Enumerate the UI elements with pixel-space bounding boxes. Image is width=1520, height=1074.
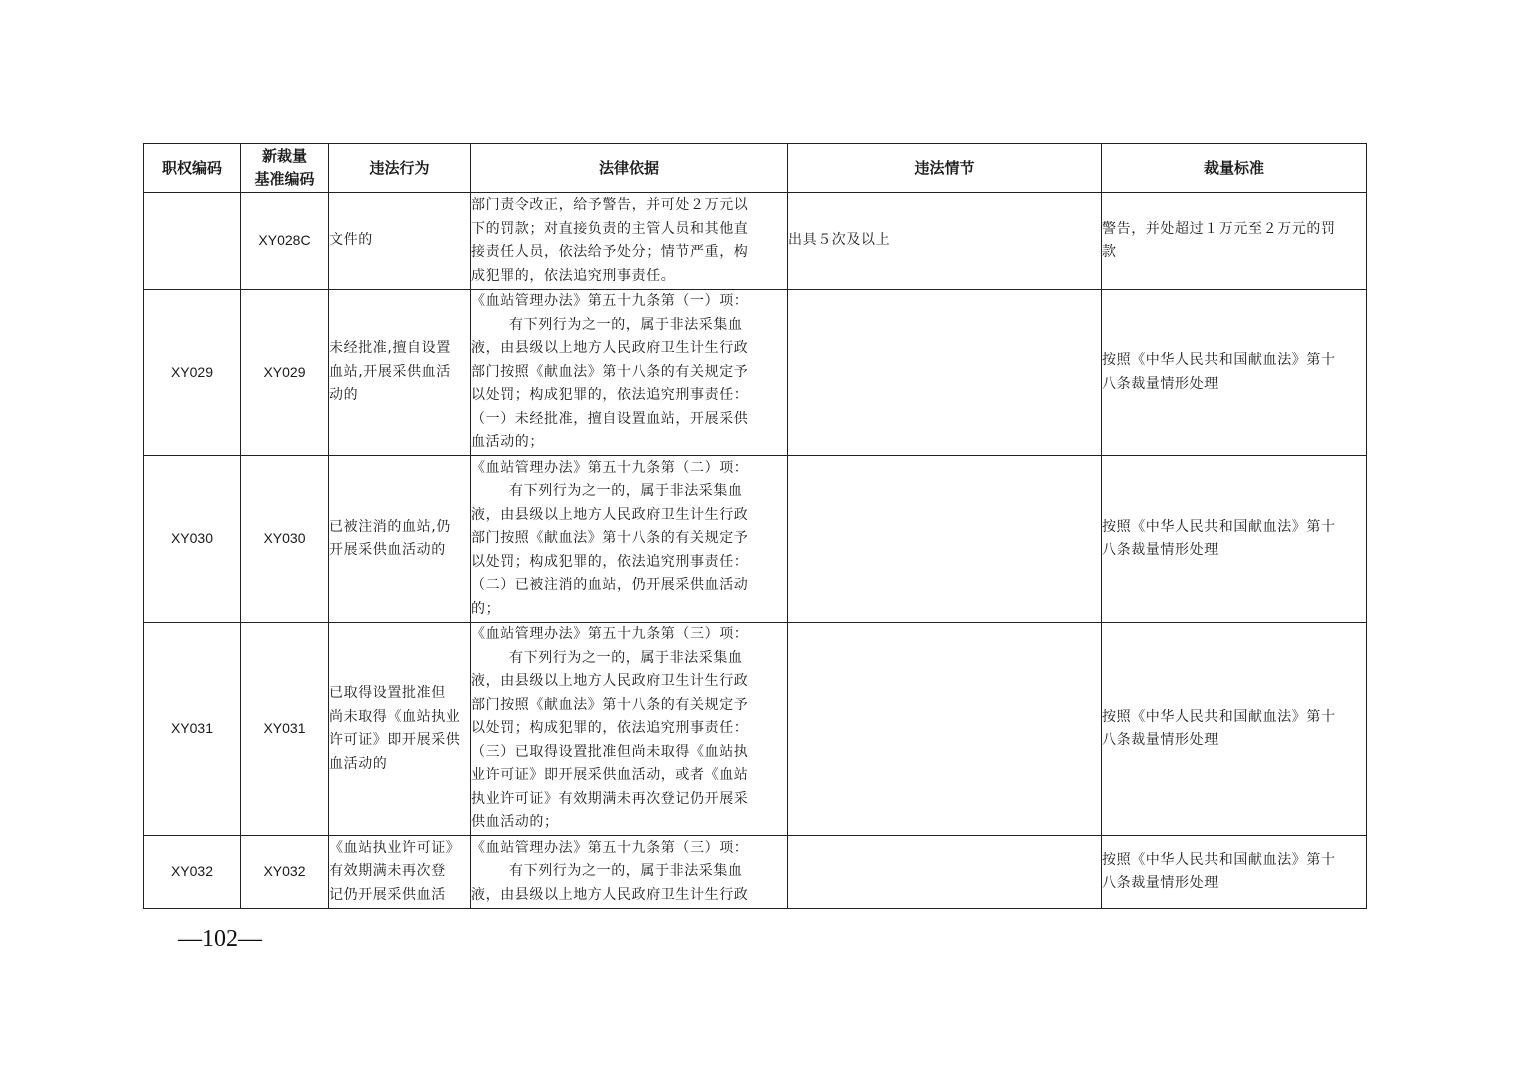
cell-line: 尚未取得《血站执业	[329, 708, 461, 725]
violation-cell	[329, 290, 471, 456]
cell-line: 已被注消的血站,仍	[329, 518, 451, 535]
authority-code-cell: XY029	[144, 290, 241, 456]
cell-line: 开展采供血活动的	[329, 542, 446, 558]
legal-basis-cell	[471, 193, 788, 290]
cell-line: 已取得设置批准但	[329, 685, 446, 701]
circumstance-cell: 出具５次及以上	[788, 193, 1102, 290]
cell-line: 执业许可证》有效期满未再次登记仍开展采	[471, 790, 749, 807]
page-number: —102—	[178, 926, 262, 952]
cell-line: 以处罚；构成犯罪的，依法追究刑事责任：	[471, 720, 749, 737]
cell-line: 的；	[471, 600, 501, 617]
cell-line: 警告，并处超过１万元至２万元的罚	[1102, 220, 1336, 237]
new-code-cell: XY028C	[241, 193, 329, 290]
violation-cell	[329, 623, 471, 836]
header-new-code-line-1: 新裁量	[261, 147, 307, 165]
cell-line: 按照《中华人民共和国献血法》第十	[1102, 352, 1336, 368]
cell-line: 文件的	[329, 232, 373, 249]
cell-line: 部门按照《献血法》第十八条的有关规定予	[471, 363, 749, 380]
cell-line: 有下列行为之一的，属于非法采集血	[509, 483, 743, 500]
cell-line: 《血站管理办法》第五十九条第（三）项：	[471, 839, 749, 856]
new-code-cell: XY031	[241, 623, 329, 836]
cell-line: 按照《中华人民共和国献血法》第十	[1102, 708, 1336, 725]
cell-line: 记仍开展采供血活	[329, 886, 446, 903]
circumstance-cell	[788, 623, 1102, 836]
new-code-cell: XY032	[241, 836, 329, 909]
header-standard: 裁量标准	[1102, 144, 1367, 193]
violation-cell	[329, 836, 471, 909]
cell-line: 款	[1102, 244, 1117, 260]
cell-line: 以处罚；构成犯罪的，依法追究刑事责任：	[471, 387, 749, 404]
cell-line: 有效期满未再次登	[329, 863, 446, 880]
violation-cell	[329, 456, 471, 623]
table-row	[144, 623, 1367, 836]
table-row	[144, 193, 1367, 290]
new-code-cell: XY030	[241, 456, 329, 623]
standard-cell	[1102, 193, 1367, 290]
violation-cell	[329, 193, 471, 290]
header-legal-basis: 法律依据	[471, 144, 788, 193]
cell-line: 《血站管理办法》第五十九条第（一）项：	[471, 293, 749, 310]
cell-line: 按照《中华人民共和国献血法》第十	[1102, 518, 1336, 535]
cell-line: 液，由县级以上地方人民政府卫生计生行政	[471, 340, 749, 357]
legal-basis-cell	[471, 456, 788, 623]
cell-line: 下的罚款；对直接负责的主管人员和其他直	[471, 220, 749, 237]
cell-line: 有下列行为之一的，属于非法采集血	[509, 649, 743, 666]
authority-code-cell: XY031	[144, 623, 241, 836]
new-code-cell: XY029	[241, 290, 329, 456]
cell-line: 成犯罪的，依法追究刑事责任。	[471, 267, 676, 284]
cell-line: 液，由县级以上地方人民政府卫生计生行政	[471, 886, 749, 903]
cell-line: 许可证》即开展采供	[329, 732, 461, 748]
cell-line: 接责任人员，依法给予处分；情节严重，构	[471, 244, 749, 260]
cell-line: 《血站管理办法》第五十九条第（三）项：	[471, 626, 749, 643]
cell-line: 供血活动的；	[471, 814, 559, 831]
cell-line: （一）未经批准，擅自设置血站，开展采供	[471, 410, 749, 427]
cell-line: 动的	[329, 387, 359, 404]
header-violation: 违法行为	[329, 144, 471, 193]
circumstance-cell	[788, 456, 1102, 623]
cell-line: 八条裁量情形处理	[1102, 732, 1219, 748]
cell-line: 血活动的；	[471, 434, 544, 451]
legal-basis-cell	[471, 623, 788, 836]
legal-basis-cell	[471, 836, 788, 909]
standard-cell	[1102, 290, 1367, 456]
standard-cell	[1102, 456, 1367, 623]
cell-line: 八条裁量情形处理	[1102, 375, 1219, 392]
table-row	[144, 290, 1367, 456]
cell-line: 液，由县级以上地方人民政府卫生计生行政	[471, 673, 749, 690]
authority-code-cell	[144, 193, 241, 290]
table-row	[144, 836, 1367, 909]
cell-line: 有下列行为之一的，属于非法采集血	[509, 863, 743, 880]
cell-line: 部门责令改正，给予警告，并可处２万元以	[471, 197, 749, 213]
header-circumstance: 违法情节	[788, 144, 1102, 193]
standard-cell	[1102, 836, 1367, 909]
cell-line: 《血站管理办法》第五十九条第（二）项：	[471, 459, 749, 476]
circumstance-cell	[788, 836, 1102, 909]
header-authority-code: 职权编码	[144, 144, 241, 193]
header-new-code	[241, 144, 329, 193]
authority-code-cell: XY030	[144, 456, 241, 623]
table-header-row	[144, 144, 1367, 193]
cell-line: 血站,开展采供血活	[329, 363, 451, 380]
cell-line: 血活动的	[329, 755, 388, 772]
header-new-code-line-2: 基准编码	[254, 170, 315, 188]
cell-line: 有下列行为之一的，属于非法采集血	[509, 316, 743, 333]
circumstance-cell	[788, 290, 1102, 456]
cell-line: （二）已被注消的血站，仍开展采供血活动	[471, 577, 749, 594]
discretion-standard-table	[143, 143, 1367, 909]
legal-basis-cell	[471, 290, 788, 456]
cell-line: （三）已取得设置批准但尚未取得《血站执	[471, 743, 749, 760]
authority-code-cell: XY032	[144, 836, 241, 909]
cell-line: 未经批准,擅自设置	[329, 340, 451, 357]
cell-line: 业许可证》即开展采供血活动，或者《血站	[471, 767, 749, 784]
cell-line: 八条裁量情形处理	[1102, 875, 1219, 891]
cell-line: 部门按照《献血法》第十八条的有关规定予	[471, 696, 749, 713]
cell-line: 八条裁量情形处理	[1102, 542, 1219, 558]
cell-line: 液，由县级以上地方人民政府卫生计生行政	[471, 506, 749, 523]
table-row	[144, 456, 1367, 623]
cell-line: 部门按照《献血法》第十八条的有关规定予	[471, 530, 749, 547]
standard-cell	[1102, 623, 1367, 836]
cell-line: 按照《中华人民共和国献血法》第十	[1102, 851, 1336, 868]
cell-line: 《血站执业许可证》	[329, 839, 461, 856]
cell-line: 以处罚；构成犯罪的，依法追究刑事责任：	[471, 553, 749, 570]
